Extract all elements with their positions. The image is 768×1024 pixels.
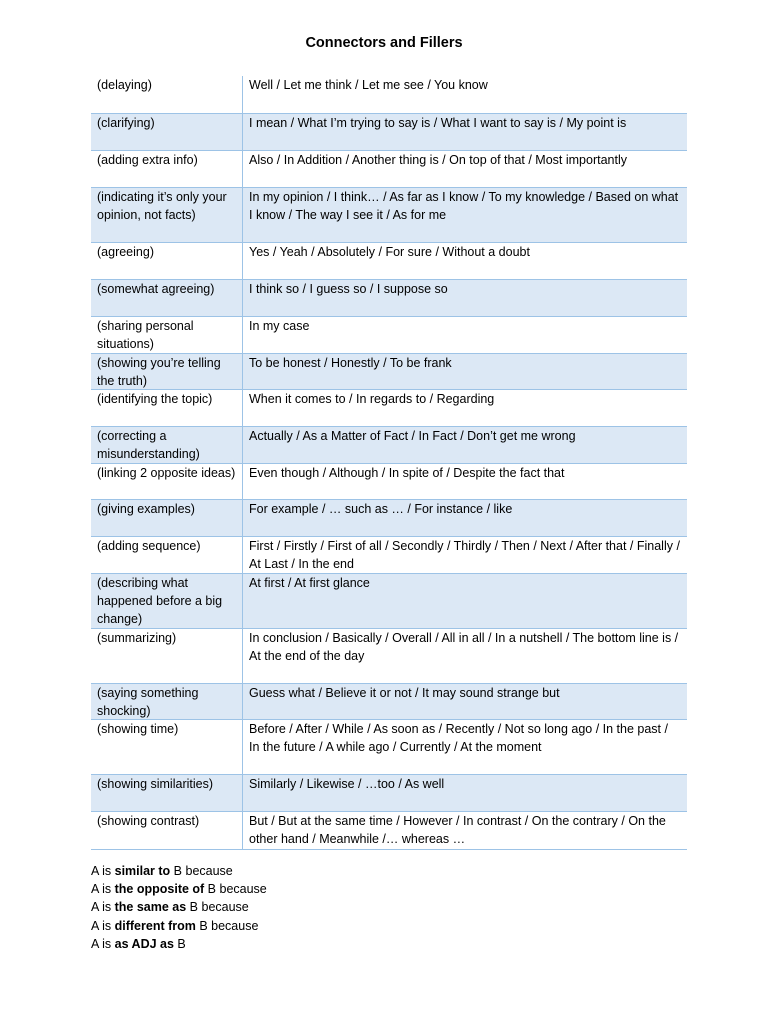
row-function-label: (describing what happened before a big change)	[91, 574, 243, 628]
row-phrases: Similarly / Likewise / …too / As well	[249, 777, 445, 791]
row-phrases: Also / In Addition / Another thing is / On top of that / Most importantly	[249, 153, 627, 167]
phrase-table	[91, 76, 687, 850]
note-suffix: B	[173, 936, 186, 951]
row-function-label: (giving examples)	[91, 500, 243, 536]
table-row	[91, 499, 687, 536]
comparison-note	[91, 898, 267, 916]
note-suffix: B because	[186, 900, 249, 915]
row-phrases: Before / After / While / As soon as / Recently / Not so long ago / In the past / In the future / A while ago / Currently / At the moment	[249, 722, 668, 754]
table-row	[91, 719, 687, 774]
row-function-label: (summarizing)	[91, 629, 243, 683]
row-phrases: But / But at the same time / However / In contrast / On the contrary / On the other hand / Meanwhile /… whereas …	[249, 814, 666, 846]
row-function-label: (adding extra info)	[91, 151, 243, 187]
note-prefix: A is	[91, 882, 115, 897]
comparison-notes	[91, 862, 267, 953]
row-phrases: Yes / Yeah / Absolutely / For sure / Without a doubt	[249, 245, 530, 259]
row-phrases: Guess what / Believe it or not / It may sound strange but	[249, 686, 560, 700]
table-row	[91, 463, 687, 499]
row-phrases: Actually / As a Matter of Fact / In Fact / Don’t get me wrong	[249, 429, 576, 443]
row-function-label: (showing contrast)	[91, 812, 243, 849]
table-row	[91, 426, 687, 463]
comparison-note	[91, 917, 267, 935]
note-keyword: as ADJ as	[114, 936, 174, 951]
row-phrases: Well / Let me think / Let me see / You know	[249, 78, 488, 92]
table-row	[91, 113, 687, 150]
row-function-label: (clarifying)	[91, 114, 243, 150]
row-phrases: In conclusion / Basically / Overall / All in all / In a nutshell / The bottom line is / At the end of the day	[249, 631, 679, 663]
note-prefix: A is	[91, 936, 115, 951]
table-row	[91, 536, 687, 573]
row-phrases: First / Firstly / First of all / Secondly / Thirdly / Then / Next / After that / Finally / At Last / In the end	[249, 539, 680, 571]
note-keyword: different from	[114, 918, 196, 933]
row-phrases: I think so / I guess so / I suppose so	[249, 282, 448, 296]
row-phrases: When it comes to / In regards to / Regarding	[249, 392, 495, 406]
row-function-label: (adding sequence)	[91, 537, 243, 573]
comparison-note	[91, 862, 267, 880]
row-phrases: Even though / Although / In spite of / Despite the fact that	[249, 466, 565, 480]
table-row	[91, 76, 687, 113]
note-prefix: A is	[91, 918, 115, 933]
table-row	[91, 316, 687, 353]
table-row	[91, 187, 687, 242]
row-function-label: (sharing personal situations)	[91, 317, 243, 353]
row-function-label: (somewhat agreeing)	[91, 280, 243, 316]
table-row	[91, 389, 687, 426]
comparison-note	[91, 935, 267, 953]
comparison-note	[91, 880, 267, 898]
table-row	[91, 811, 687, 849]
row-phrases: At first / At first glance	[249, 576, 370, 590]
table-row	[91, 573, 687, 628]
row-function-label: (identifying the topic)	[91, 390, 243, 426]
note-keyword: the same as	[114, 900, 187, 915]
row-function-label: (showing you’re telling the truth)	[91, 354, 243, 389]
note-suffix: B because	[170, 864, 233, 878]
table-row	[91, 150, 687, 187]
table-row	[91, 279, 687, 316]
note-suffix: B because	[204, 882, 267, 897]
note-keyword: the opposite of	[114, 882, 205, 897]
row-function-label: (linking 2 opposite ideas)	[91, 464, 243, 499]
table-row	[91, 774, 687, 811]
table-row	[91, 683, 687, 719]
note-prefix: A is	[91, 864, 115, 878]
row-function-label: (agreeing)	[91, 243, 243, 279]
row-function-label: (correcting a misunderstanding)	[91, 427, 243, 463]
row-function-label: (showing similarities)	[91, 775, 243, 811]
note-suffix: B because	[195, 918, 259, 933]
row-phrases: I mean / What I’m trying to say is / What I want to say is / My point is	[249, 116, 627, 130]
note-keyword: similar to	[114, 864, 171, 878]
row-phrases: To be honest / Honestly / To be frank	[249, 356, 452, 370]
row-function-label: (showing time)	[91, 720, 243, 774]
row-phrases: In my opinion / I think… / As far as I know / To my knowledge / Based on what I know / The way I see it / As for me	[249, 190, 679, 222]
table-row	[91, 242, 687, 279]
row-function-label: (delaying)	[91, 76, 243, 113]
note-prefix: A is	[91, 900, 115, 915]
table-row	[91, 628, 687, 683]
row-function-label: (saying something shocking)	[91, 684, 243, 719]
table-row	[91, 353, 687, 389]
page-title: Connectors and Fillers	[305, 35, 463, 51]
row-function-label: (indicating it’s only your opinion, not facts)	[91, 188, 243, 242]
row-phrases: In my case	[249, 319, 310, 333]
row-phrases: For example / … such as … / For instance / like	[249, 502, 513, 516]
